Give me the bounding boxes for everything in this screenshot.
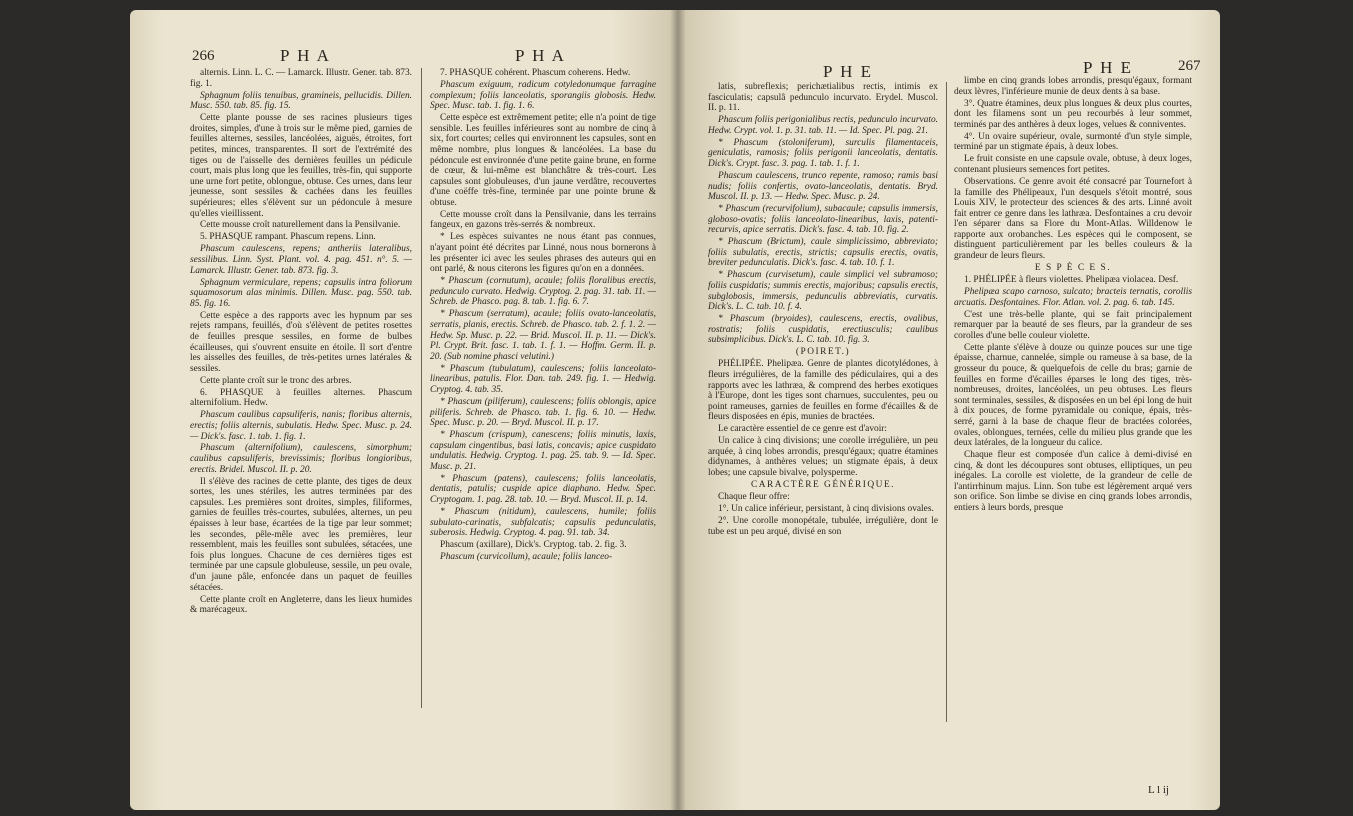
paragraph: Phascum caulibus capsuliferis, nanis; floribus alternis, erectis; foliis alternis, subulatis. Hedw. Spec. Musc. p. 24. — Dick's. fasc. 1. tab. 1. fig. 1. [190, 410, 412, 442]
paragraph: * Phascum (Brictum), caule simplicissimo, abbreviato; foliis subulatis, erectis, strictis; capsulis erectis, ovatis, breviter pedunculatis. Dick's. fasc. 4. tab. 10. f. 1. [708, 237, 938, 269]
paragraph: Sphagnum foliis tenuibus, gramineis, pellucidis. Dillen. Musc. 550. tab. 85. fig. 15. [190, 90, 412, 112]
paragraph: * Phascum (stoloniferum), surculis filamentaceis, geniculatis, ramosis; foliis perigonii lanceolatis, dentatis. Dick's. Crypt. fasc. 3. pag. 1. tab. 1. f. 1. [708, 137, 938, 169]
right-column-2 [954, 76, 1192, 515]
paragraph: Phascum exiguum, radicum cotyledonumque farragine complexum; foliis lanceolatis, sporangiis globosis. Hedw. Spec. Musc. tab. 1. fig. 1. 6. [430, 79, 656, 112]
paragraph: Sphagnum vermiculare, repens; capsulis intra foliorum squamosorum alas minimis. Dillen. Musc. pag. 550. tab. 85. fig. 16. [190, 277, 412, 309]
left-column-2 [430, 68, 656, 564]
paragraph: C'est une très-belle plante, qui se fait principalement remarquer par la beauté de ses fleurs, par la grandeur de ses corolles d'une belle couleur violette. [954, 309, 1192, 341]
paragraph: Phascum foliis perigonialibus rectis, pedunculo incurvato. Hedw. Crypt. vol. 1. p. 31. tab. 11. — Id. Spec. Pl. pag. 21. [708, 115, 938, 136]
paragraph: Il s'élève des racines de cette plante, des tiges de deux sortes, les unes stériles, les autres terminées par des capsules. Les premières sont droites, simples, filiformes, garnies de feuilles très-courtes, subulées, alternes, un peu épaisses à leur base, écartées de la tige par leur sommet; les secondes, pêle-mêle avec les premières, leur ressemblent, mais les feuilles sont subulées, sétacées, une fois plus longues. Chacune de ces dernières tiges est terminée par une capsule globuleuse, sessile, un peu ovale, d'un jaune pâle, enfoncée dans un paquet de feuilles sétacées. [190, 476, 412, 593]
book-gutter [670, 10, 686, 810]
right-column-1 [708, 82, 938, 539]
paragraph: Observations. Ce genre avoit été consacré par Tournefort à la famille des Phélipeaux, l'un desquels s'étoit montré, sous Louis XIV, le protecteur des sciences & des arts. Linné avoit fait entrer ce genre dans les lathræa. Desfontaines a cru devoir l'en séparer dans sa Flore du Mont-Atlas. Willdenow le rapporte aux orobanches. Les espèces qui le composent, se distinguent particulièrement par les belles couleurs & la grandeur de leurs fleurs. [954, 176, 1192, 262]
paragraph: Cette espèce est extrêmement petite; elle n'a point de tige sensible. Les feuilles inférieures sont au nombre de cinq à six, fort courtes; celles qui environnent les capsules, sont en même nombre, plus longues & lancéolées. La base du pédoncule est environnée d'une petite gaine brune, en forme de cœur, & lui-même est blanchâtre & très-court. Les capsules sont globuleuses, d'un jaune verdâtre, recouvertes d'une coëffe très-fine, terminée par une pointe brune & obtuse. [430, 113, 656, 208]
right-page [678, 10, 1220, 810]
paragraph: Phascum (axillare), Dick's. Cryptog. tab. 2. fig. 3. [440, 540, 627, 551]
paragraph: Cette mousse croît naturellement dans la Pensilvanie. [200, 220, 401, 231]
paragraph: Phascum (curvicollum), acaule; foliis lanceo- [440, 552, 613, 563]
paragraph: * Phascum (curvisetum), caule simplici vel subramoso; foliis cuspidatis; summis erectis, majoribus; capsulis erectis, subglobosis, immersis, pedunculis abbreviatis, curvatis. Dick's. L. C. tab. 10. f. 4. [708, 270, 938, 313]
running-header-left-2: P H A [515, 46, 566, 65]
paragraph: 7. PHASQUE cohérent. Phascum coherens. Hedw. [440, 68, 631, 78]
paragraph: latis, subreflexis; perichætialibus rectis, intimis ex fasciculatis; capsulâ pedunculo incurvato. Erydel. Muscol. II. p. 11. [708, 82, 938, 114]
paragraph: * Phascum (bryoides), caulescens, erectis, ovalibus, rostratis; foliis cuspidatis, erectiusculis; caulibus subsimplicibus. Dick's. L. C. tab. 10. fig. 3. [708, 314, 938, 346]
page-number-right: 267 [1178, 58, 1201, 74]
paragraph: alternis. Linn. L. C. — Lamarck. Illustr. Gener. tab. 873. fig. 1. [190, 68, 412, 89]
paragraph: 3°. Quatre étamines, deux plus longues & deux plus courtes, dont les filamens sont un peu recourbés à leur sommet, terminés par des anthères à deux loges, velues & conniventes. [954, 98, 1192, 130]
left-page [130, 10, 678, 810]
paragraph: E S P È C E S. [1034, 263, 1112, 274]
paragraph: 1. PHÉLIPÉE à fleurs violettes. Phelipæa violacea. Desf. [964, 275, 1179, 286]
paragraph: CARACTÈRE GÉNÉRIQUE. [750, 480, 896, 491]
paragraph: Cette espèce a des rapports avec les hypnum par ses rejets rampans, feuillés, d'où s'élèvent de petites rosettes de feuilles presque sessiles, en forme de bulbes écailleuses, qui s'ouvrent ensuite en étoile. Il sort d'entre les aisselles des feuilles, de très-petites urnes latérales & sessiles. [190, 310, 412, 374]
paragraph: Phelipæa scapo carnoso, sulcato; bracteis ternatis, corollis arcuatis. Desfontaines. Flor. Atlan. vol. 2. pag. 6. tab. 145. [954, 287, 1192, 308]
paragraph: * Phascum (serratum), acaule; foliis ovato-lanceolatis, serratis, planis, erectis. Schreb. de Phasco. tab. 2. f. 1. 2. — Hedw. Sp. Musc. p. 22. — Brid. Muscol. II. p. 11. — Dick's. Pl. Crypt. Brit. fasc. 1. tab. 1. f. 1. — Hoffm. Germ. II. p. 20. (Sub nomine phasci velutini.) [430, 309, 656, 362]
paragraph: * Phascum (recurvifolium), subacaule; capsulis immersis, globoso-ovatis; foliis lanceolato-linearibus, laxis, patenti-recurvis, apice serratis. Dick's. fasc. 4. tab. 10. fig. 2. [708, 204, 938, 236]
paragraph: Cette plante s'élève à douze ou quinze pouces sur une tige épaisse, charnue, cannelée, simple ou rameuse à sa base, de la grosseur du pouce, & quelquefois de celle du bras; garnie de feuilles en forme d'écailles éparses le long des tiges, très-nombreuses, droites, lancéolées, un peu obtuses. Les fleurs sont terminales, sessiles, & disposées en un bel épi long de huit à dix pouces, de forme pyramidale ou conique, épais, très-serré, garni à la base de chaque fleur de bractées colorées, ovales, oblongues, ternées, celle du milieu plus grande que les deux latérales, de la longueur du calice. [954, 342, 1192, 449]
paragraph: Le caractère essentiel de ce genre est d'avoir: [718, 424, 888, 435]
paragraph: * Phascum (nitidum), caulescens, humile; foliis subulato-carinatis, subfalcatis; capsulis pedunculatis, suberosis. Hedwig. Cryptog. 4. pag. 91. tab. 34. [430, 507, 656, 539]
running-header-right-1: P H E [823, 62, 873, 81]
running-header-right-2: P H E [1083, 58, 1133, 77]
page-number-left: 266 [192, 48, 215, 64]
paragraph: Phascum (alternifolium), caulescens, simorphum; caulibus capsuliferis, brevissimis; floribus longioribus, erectis. Bridel. Muscol. II. p. 20. [190, 443, 412, 475]
open-book [130, 10, 1220, 810]
paragraph: 2°. Une corolle monopétale, tubulée, irrégulière, dont le tube est un peu arqué, divisé en son [708, 516, 938, 537]
paragraph: Le fruit consiste en une capsule ovale, obtuse, à deux loges, contenant plusieurs semences fort petites. [954, 154, 1192, 175]
paragraph: * Phascum (patens), caulescens; foliis lanceolatis, dentatis, patulis; cuspide apice diaphano. Hedw. Spec. Cryptogam. 1. pag. 28. tab. 10. — Bryd. Muscol. II. p. 14. [430, 473, 656, 506]
paragraph: (POIRET.) [795, 347, 851, 358]
paragraph: Cette plante croît en Angleterre, dans les lieux humides & marécageux. [190, 594, 412, 616]
paragraph: Un calice à cinq divisions; une corolle irrégulière, un peu arquée, à cinq lobes arrondis, presqu'égaux; quatre étamines didynames, à anthères velues; un stigmate épais, à deux lobes; une capsule bivalve, polysperme. [708, 436, 938, 479]
paragraph: Cette plante pousse de ses racines plusieurs tiges droites, simples, d'une à trois sur le même pied, garnies de feuilles alternes, sessiles, lancéolées, aiguës, étroites, fort petites, minces, transparentes. Il sort de l'extrémité des tiges ou de l'aisselle des dernières feuilles un pédicule court, mais plus long que les feuilles, très-fin, qui supporte une urne fort petite, oblongue, obtuse. Ces urnes, dans leur jeunesse, sont sessiles & cachées dans les feuilles supérieures; elles s'élèvent sur un pédoncule à mesure qu'elles vieillissent. [190, 113, 412, 219]
paragraph: PHÉLIPÉE. Phelipæa. Genre de plantes dicotylédones, à fleurs irrégulières, de la famille des pédiculaires, qui a des rapports avec les lathræa, & comprend des herbes exotiques à l'Europe, dont les tiges sont charnues, succulentes, peu ou point rameuses, garnies de feuilles en forme d'écailles & de fleurs disposées en épis, munies de bractées. [708, 359, 938, 423]
paragraph: 6. PHASQUE à feuilles alternes. Phascum alternifolium. Hedw. [190, 387, 412, 409]
paragraph: 5. PHASQUE rampant. Phascum repens. Linn. [200, 232, 376, 243]
signature-mark: L l ij [1148, 784, 1169, 796]
paragraph: 1°. Un calice inférieur, persistant, à cinq divisions ovales. [718, 504, 934, 515]
paragraph: * Phascum (piliferum), caulescens; foliis oblongis, apice piliferis. Schreb. de Phasco. tab. 1. fig. 6. 10. — Hedw. Spec. Musc. p. 20. — Bryd. Muscol. II. p. 17. [430, 396, 656, 429]
column-rule [946, 82, 947, 722]
paragraph: Cette plante croît sur le tronc des arbres. [200, 375, 352, 386]
paragraph: * Les espèces suivantes ne nous étant pas connues, n'ayant point été décrites par Linné, nous nous bornerons à les présenter ici avec les seules phrases des auteurs qui en ont parlé, & nous citerons les figures qu'on en a données. [430, 232, 656, 275]
running-header-left-1: P H A [280, 46, 331, 65]
column-rule [421, 68, 422, 708]
paragraph: * Phascum (crispum), canescens; foliis minutis, laxis, capsulam cingentibus, basi latis, concavis; apice cuspidato undulatis. Hedwig. Cryptog. 1. pag. 25. tab. 9. — Id. Spec. Musc. p. 21. [430, 430, 656, 472]
paragraph: limbe en cinq grands lobes arrondis, presqu'égaux, formant deux lèvres, l'inférieure munie de deux dents à sa base. [954, 76, 1192, 97]
paragraph: * Phascum (cornutum), acaule; foliis floralibus erectis, pedunculo curvato. Hedwig. Cryptog. 2. pag. 31. tab. 11. — Schreb. de Phasco. pag. 8. tab. 1. fig. 6. 7. [430, 276, 656, 308]
paragraph: Phascum caulescens, trunco repente, ramoso; ramis basi nudis; foliis confertis, ovato-lanceolatis, dentatis. Bryd. Muscol. II. p. 13. — Hedw. Spec. Musc. p. 24. [708, 170, 938, 203]
paragraph: 4°. Un ovaire supérieur, ovale, surmonté d'un style simple, terminé par un stigmate épais, à deux lobes. [954, 131, 1192, 153]
left-column-1 [190, 68, 412, 617]
paragraph: * Phascum (tubulatum), caulescens; foliis lanceolato-linearibus, patulis. Flor. Dan. tab. 249. fig. 1. — Hedwig. Cryptog. 4. tab. 35. [430, 363, 656, 395]
paragraph: Chaque fleur est composée d'un calice à demi-divisé en cinq, & dont les découpures sont obtuses, elliptiques, un peu inégales. La corolle est violette, de la grandeur de celle de l'antirrhinum majus. Linn. Son tube est légèrement arqué vers son orifice. Son limbe se divise en cinq grands lobes arrondis, entiers à leurs bords, presque [954, 450, 1192, 514]
paragraph: Phascum caulescens, repens; antheriis lateralibus, sessilibus. Linn. Syst. Plant. vol. 4. pag. 451. n°. 5. — Lamarck. Illustr. Gener. tab. 873. fig. 3. [190, 244, 412, 276]
paragraph: Chaque fleur offre: [718, 492, 790, 503]
paragraph: Cette mousse croît dans la Pensilvanie, dans les terrains fangeux, en gazons très-serrés & nombreux. [430, 209, 656, 231]
